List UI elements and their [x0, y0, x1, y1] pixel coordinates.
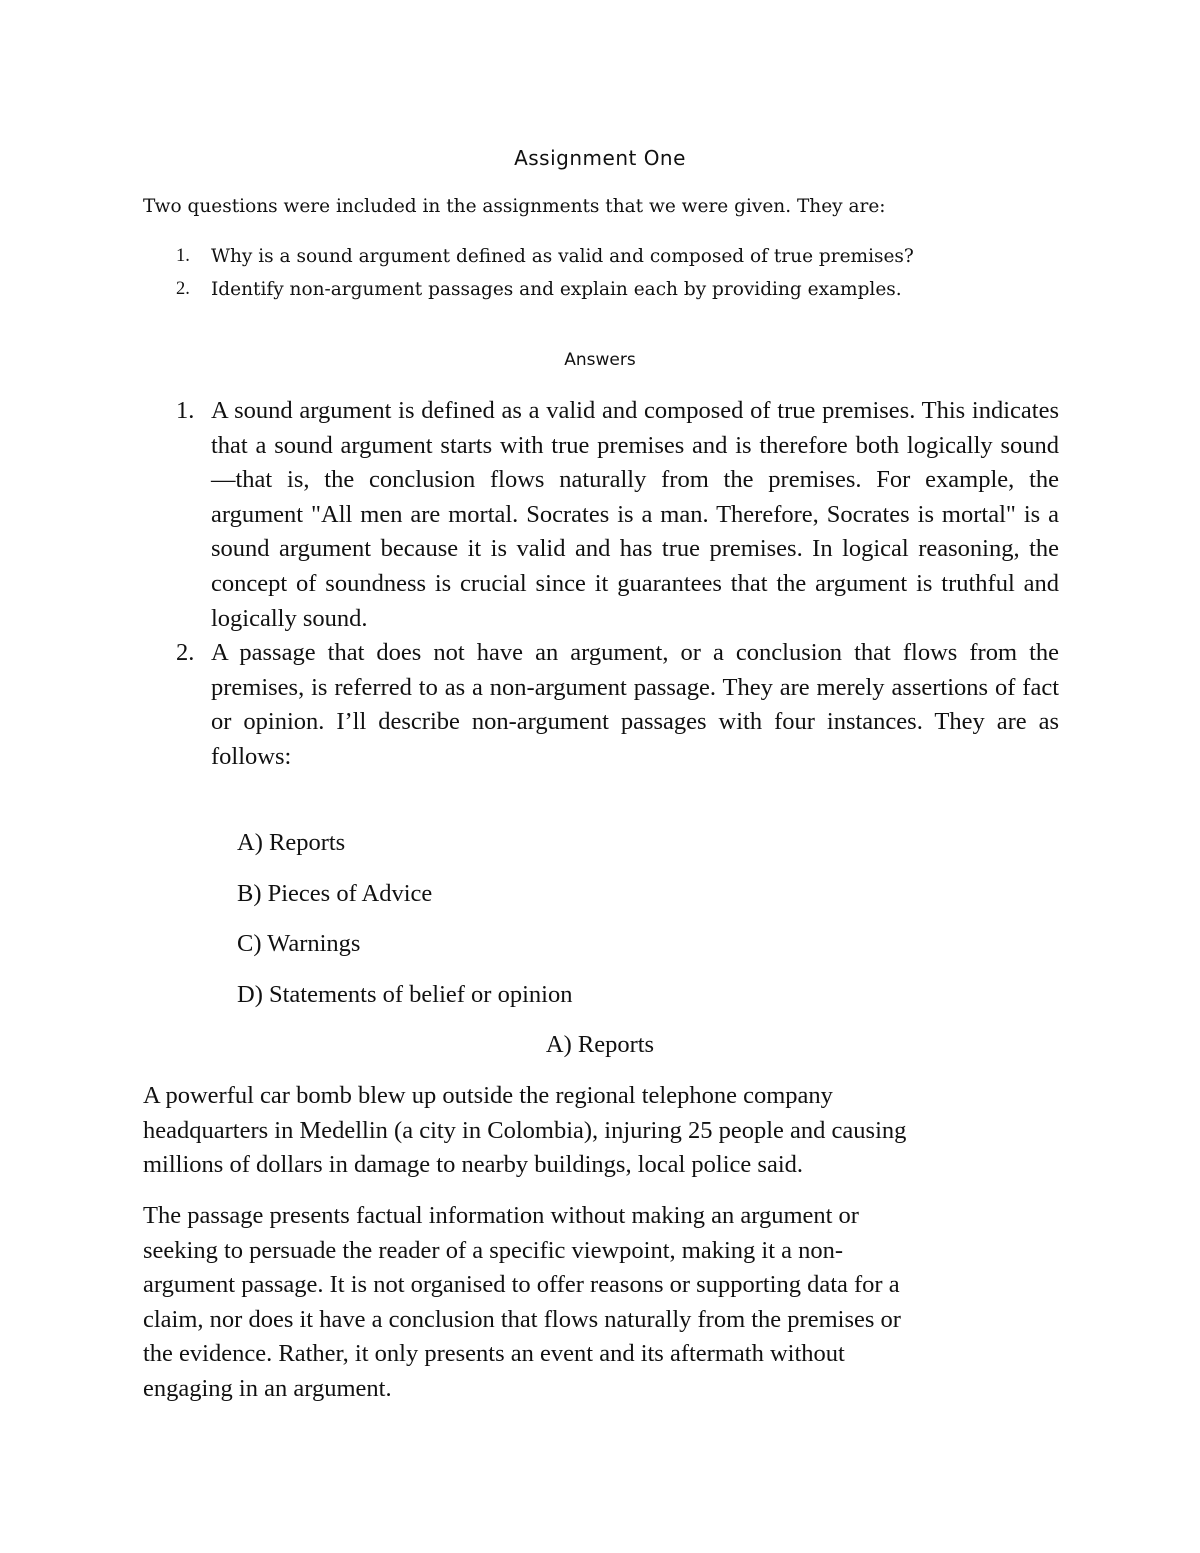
answer-number: 2. [176, 639, 195, 667]
paragraph-line: headquarters in Medellin (a city in Colombia), injuring 25 people and causing [143, 1116, 907, 1144]
explanation-paragraph [143, 1199, 1063, 1407]
question-text: Why is a sound argument defined as valid and composed of true premises? [211, 246, 914, 267]
paragraph-line: millions of dollars in damage to nearby buildings, local police said. [143, 1151, 804, 1179]
type-item: C) Warnings [237, 930, 361, 958]
answer-text: A sound argument is defined as a valid and composed of true premises. This indicates that a sound argument starts with true premises and is therefore both logically sound—that is, the conclusion flows naturally from the premises. For example, the argument "All men are mortal. Socrates is a man. Therefore, Socrates is mortal" is a sound argument because it is valid and has true premises. In logical reasoning, the concept of soundness is crucial since it guarantees that the argument is truthful and logically sound. [211, 397, 1059, 632]
question-number: 1. [176, 246, 190, 266]
answers-heading: Answers [564, 350, 636, 370]
question-text: Identify non-argument passages and explain each by providing examples. [211, 279, 902, 300]
answers-list [143, 394, 1059, 775]
paragraph-line: A powerful car bomb blew up outside the regional telephone company [143, 1082, 833, 1109]
paragraph-line: The passage presents factual information without making an argument or [143, 1202, 859, 1229]
section-heading-reports: A) Reports [545, 1031, 655, 1058]
answer-item [143, 636, 1059, 774]
paragraph-line: engaging in an argument. [143, 1374, 392, 1402]
non-argument-types-list [237, 826, 572, 1028]
question-item [143, 240, 914, 273]
answer-text: A passage that does not have an argument, or a conclusion that flows from the premises, is referred to as a non-argument passage. They are merely assertions of fact or opinion. I’ll describe non-argument passages with four instances. They are as follows: [211, 639, 1059, 770]
example-paragraph [143, 1079, 1063, 1183]
answer-item [143, 394, 1059, 636]
paragraph-line: seeking to persuade the reader of a specific viewpoint, making it a non- [143, 1236, 844, 1264]
answer-number: 1. [176, 397, 195, 424]
questions-list [143, 240, 914, 306]
paragraph-line: the evidence. Rather, it only presents an event and its aftermath without [143, 1340, 845, 1368]
intro-text: Two questions were included in the assignments that we were given. They are: [143, 196, 886, 217]
type-item: A) Reports [237, 829, 346, 856]
paragraph-line: argument passage. It is not organised to offer reasons or supporting data for a [143, 1271, 900, 1299]
question-item [143, 273, 914, 306]
type-item: D) Statements of belief or opinion [237, 980, 573, 1008]
type-item: B) Pieces of Advice [237, 879, 433, 907]
question-number: 2. [176, 279, 190, 299]
document-title: Assignment One [514, 146, 686, 170]
paragraph-line: claim, nor does it have a conclusion that flows naturally from the premises or [143, 1305, 901, 1333]
